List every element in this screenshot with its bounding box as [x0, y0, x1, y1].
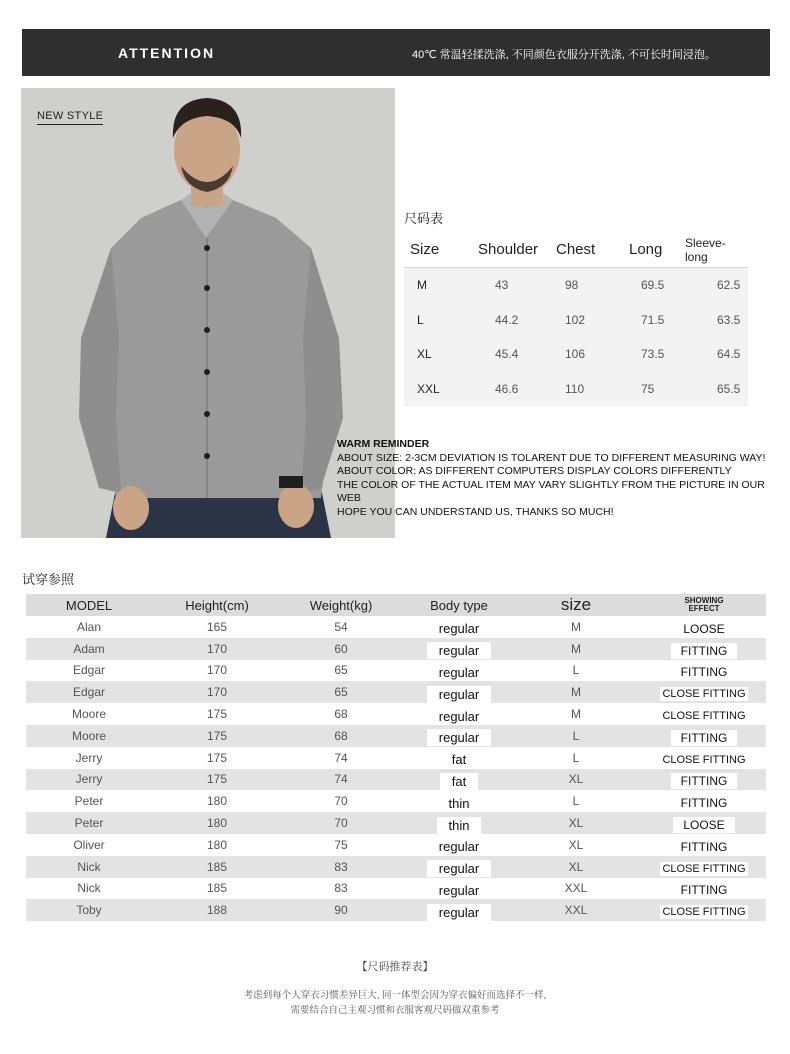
size-recommendation-note [0, 988, 790, 1018]
try-on-header [26, 594, 766, 616]
size-value-cell [518, 769, 634, 791]
model-name: Adam [73, 641, 105, 656]
height-value: 180 [206, 794, 228, 809]
body-type-value-cell [400, 638, 518, 660]
model-name: Oliver [73, 837, 105, 852]
size-value: XL [568, 772, 584, 787]
body-type-value-cell [400, 812, 518, 834]
size-chart-cell: 71.5 [641, 312, 665, 327]
size-value: M [571, 685, 581, 700]
size-header-long: Long [629, 241, 663, 258]
showing-effect-value-cell [634, 856, 774, 878]
height-value: 170 [206, 663, 228, 678]
size-header-shoulder: Shoulder [478, 241, 539, 258]
weight-value: 70 [334, 794, 348, 809]
try-on-row [26, 638, 766, 660]
size-value-cell [518, 878, 634, 900]
size-chart-cell: 46.6 [495, 381, 519, 396]
height-value: 185 [206, 859, 228, 874]
showing-effect-value: FITTING [671, 882, 738, 898]
size-value: XL [568, 816, 584, 831]
showing-effect-value-cell [634, 703, 774, 725]
model-name-cell [26, 856, 152, 878]
size-chart-row [404, 303, 748, 338]
size-value-cell [518, 703, 634, 725]
header-model: MODEL [65, 597, 113, 613]
body-type-value: regular [427, 882, 491, 899]
size-chart-cell: 64.5 [717, 347, 741, 362]
model-name-cell [26, 769, 152, 791]
model-name: Edgar [72, 685, 106, 700]
size-value-cell [518, 812, 634, 834]
size-chart-cell: 43 [495, 278, 509, 293]
height-value-cell [152, 834, 282, 856]
model-name-cell [26, 638, 152, 660]
size-chart-cell: L [417, 312, 424, 327]
weight-value-cell [282, 812, 400, 834]
model-name: Nick [77, 881, 101, 896]
size-chart-cell: M [417, 278, 427, 293]
showing-label: SHOWING [684, 596, 724, 605]
size-value-cell [518, 660, 634, 682]
body-type-value-cell [400, 878, 518, 900]
model-name-cell [26, 616, 152, 638]
model-name-cell [26, 834, 152, 856]
size-header-chest: Chest [556, 241, 596, 258]
showing-effect-value-cell [634, 878, 774, 900]
model-name: Moore [71, 707, 106, 722]
weight-value-cell [282, 703, 400, 725]
showing-effect-value: CLOSE FITTING [662, 710, 746, 723]
weight-value: 70 [334, 816, 348, 831]
size-chart-cell: 110 [565, 381, 585, 396]
size-value: L [572, 750, 580, 765]
size-value-cell [518, 747, 634, 769]
body-type-value-cell [400, 681, 518, 703]
try-on-row [26, 856, 766, 878]
size-chart-cell: 102 [565, 312, 586, 327]
weight-value: 60 [334, 641, 348, 656]
showing-effect-value: FITTING [671, 773, 738, 789]
body-type-value: regular [427, 729, 491, 746]
size-value-cell [518, 681, 634, 703]
try-on-row [26, 790, 766, 812]
size-chart-cell: 69.5 [641, 278, 665, 293]
size-chart-row [404, 337, 748, 372]
try-on-row [26, 725, 766, 747]
showing-effect-value-cell [634, 812, 774, 834]
size-chart-cell: 45.4 [495, 347, 519, 362]
try-on-row [26, 681, 766, 703]
size-value-cell [518, 638, 634, 660]
header-weight: Weight(kg) [309, 597, 373, 613]
body-type-value: fat [440, 773, 478, 790]
try-on-row [26, 899, 766, 921]
showing-effect-value: CLOSE FITTING [662, 906, 746, 919]
showing-effect-value: FITTING [671, 795, 738, 811]
size-chart-cell: 62.5 [717, 278, 741, 293]
header-height: Height(cm) [185, 597, 249, 613]
height-value: 165 [206, 619, 228, 634]
body-type-value-cell [400, 834, 518, 856]
weight-value: 65 [334, 663, 348, 678]
body-type-value: thin [437, 817, 482, 834]
showing-effect-value: FITTING [671, 664, 738, 680]
weight-value: 74 [334, 772, 348, 787]
body-type-value: regular [427, 860, 491, 877]
size-chart-table [404, 232, 748, 406]
size-value-cell [518, 856, 634, 878]
size-value: L [572, 728, 580, 743]
weight-value-cell [282, 616, 400, 638]
height-value-cell [152, 878, 282, 900]
height-value: 170 [206, 641, 228, 656]
size-header-sleeve-long: Sleeve-long [685, 235, 726, 264]
weight-value-cell [282, 899, 400, 921]
showing-effect-value: FITTING [671, 643, 738, 659]
effect-label: EFFECT [688, 604, 720, 613]
showing-effect-value-cell [634, 616, 774, 638]
model-name: Jerry [75, 772, 103, 787]
size-value-cell [518, 725, 634, 747]
try-on-row [26, 703, 766, 725]
size-value-cell [518, 834, 634, 856]
size-chart-row [404, 372, 748, 407]
body-type-value: regular [427, 708, 491, 725]
weight-value-cell [282, 856, 400, 878]
try-on-table [26, 594, 766, 921]
reminder-line: HOPE YOU CAN UNDERSTAND US, THANKS SO MUCH! [337, 505, 614, 518]
try-on-row [26, 812, 766, 834]
reminder-heading: WARM REMINDER [337, 438, 430, 450]
header-size: size [560, 595, 592, 614]
showing-effect-value: FITTING [671, 730, 738, 746]
height-value-cell [152, 681, 282, 703]
height-value: 180 [206, 816, 228, 831]
try-on-row [26, 769, 766, 791]
size-value: XL [568, 859, 584, 874]
size-value: XXL [564, 903, 588, 918]
showing-effect-value-cell [634, 769, 774, 791]
weight-value: 83 [334, 881, 348, 896]
body-type-value: regular [427, 838, 491, 855]
model-name: Peter [74, 794, 104, 809]
height-value-cell [152, 747, 282, 769]
body-type-value: regular [427, 686, 491, 703]
try-on-row [26, 878, 766, 900]
header-showing-effect [634, 594, 774, 616]
model-name-cell [26, 790, 152, 812]
body-type-value-cell [400, 747, 518, 769]
model-name: Moore [71, 728, 106, 743]
note-line: 需要结合自己主观习惯和衣服客观尺码做双重参考 [290, 1005, 500, 1016]
body-type-value-cell [400, 660, 518, 682]
height-value: 185 [206, 881, 228, 896]
showing-effect-value-cell [634, 747, 774, 769]
body-type-value-cell [400, 899, 518, 921]
body-type-value: thin [437, 795, 482, 812]
size-value: XL [568, 837, 584, 852]
showing-effect-value: FITTING [671, 839, 738, 855]
body-type-value-cell [400, 616, 518, 638]
body-type-value: regular [427, 904, 491, 921]
size-chart-cell: 63.5 [717, 312, 741, 327]
size-chart-cell: XXL [417, 381, 440, 396]
height-value: 175 [206, 772, 228, 787]
weight-value: 54 [334, 619, 348, 634]
size-chart-cell: 65.5 [717, 381, 741, 396]
model-name: Edgar [72, 663, 106, 678]
height-value: 180 [206, 837, 228, 852]
height-value: 170 [206, 685, 228, 700]
size-value: XXL [564, 881, 588, 896]
size-value-cell [518, 790, 634, 812]
body-type-value: regular [427, 642, 491, 659]
height-value-cell [152, 769, 282, 791]
model-name-cell [26, 747, 152, 769]
size-value: M [571, 619, 581, 634]
size-chart-cell: XL [417, 347, 432, 362]
weight-value-cell [282, 638, 400, 660]
warm-reminder [337, 438, 787, 519]
weight-value: 75 [334, 837, 348, 852]
weight-value: 74 [334, 750, 348, 765]
size-value: M [571, 707, 581, 722]
model-name: Alan [76, 619, 102, 634]
size-chart-title: 尺码表 [404, 211, 444, 226]
showing-effect-value-cell [634, 790, 774, 812]
note-line: 考虑到每个人穿衣习惯差异巨大, 同一体型会因为穿衣偏好而选择不一样, [243, 990, 547, 1001]
height-value-cell [152, 703, 282, 725]
try-on-row [26, 616, 766, 638]
size-value: L [572, 663, 580, 678]
body-type-value-cell [400, 856, 518, 878]
new-style-tag: NEW STYLE [37, 110, 103, 125]
model-name: Toby [76, 903, 102, 918]
weight-value-cell [282, 747, 400, 769]
banner-title: ATTENTION [118, 45, 216, 61]
weight-value-cell [282, 660, 400, 682]
size-recommendation-title: 【尺码推荐表】 [356, 961, 434, 973]
weight-value: 83 [334, 859, 348, 874]
size-chart-header [404, 232, 748, 268]
body-type-value-cell [400, 790, 518, 812]
height-value-cell [152, 812, 282, 834]
size-chart-row [404, 268, 748, 303]
size-chart-cell: 106 [565, 347, 586, 362]
weight-value: 90 [334, 903, 348, 918]
height-value: 175 [206, 728, 228, 743]
size-chart-cell: 75 [641, 381, 655, 396]
body-type-value: regular [427, 620, 491, 637]
weight-value-cell [282, 769, 400, 791]
reminder-line: ABOUT SIZE: 2-3CM DEVIATION IS TOLARENT DUE TO DIFFERENT MEASURING WAY! [337, 451, 766, 464]
weight-value-cell [282, 834, 400, 856]
height-value-cell [152, 790, 282, 812]
body-type-value-cell [400, 703, 518, 725]
model-name: Nick [77, 859, 101, 874]
size-header-size: Size [410, 241, 440, 258]
header-body-type: Body type [430, 597, 488, 613]
model-name: Peter [74, 816, 104, 831]
try-on-row [26, 834, 766, 856]
model-name-cell [26, 725, 152, 747]
showing-effect-value-cell [634, 834, 774, 856]
weight-value: 65 [334, 685, 348, 700]
model-name-cell [26, 703, 152, 725]
model-name-cell [26, 681, 152, 703]
height-value: 188 [206, 903, 228, 918]
model-name-cell [26, 660, 152, 682]
height-value-cell [152, 616, 282, 638]
showing-effect-value: CLOSE FITTING [662, 862, 746, 875]
size-chart-cell: 73.5 [641, 347, 665, 362]
height-value-cell [152, 899, 282, 921]
showing-effect-value-cell [634, 638, 774, 660]
showing-effect-value-cell [634, 660, 774, 682]
size-value: L [572, 794, 580, 809]
height-value-cell [152, 725, 282, 747]
reminder-line: ABOUT COLOR: AS DIFFERENT COMPUTERS DISPLAY COLORS DIFFERENTLY [337, 465, 732, 477]
weight-value-cell [282, 681, 400, 703]
size-chart-cell: 44.2 [495, 312, 519, 327]
model-name-cell [26, 899, 152, 921]
showing-effect-value-cell [634, 681, 774, 703]
showing-effect-value: LOOSE [673, 817, 734, 833]
height-value-cell [152, 638, 282, 660]
showing-effect-value: LOOSE [673, 621, 734, 637]
body-type-value: regular [427, 664, 491, 681]
size-value-cell [518, 616, 634, 638]
try-on-row [26, 660, 766, 682]
weight-value: 68 [334, 728, 348, 743]
height-value-cell [152, 856, 282, 878]
model-name: Jerry [75, 750, 103, 765]
showing-effect-value-cell [634, 725, 774, 747]
body-type-value-cell [400, 769, 518, 791]
model-name-cell [26, 878, 152, 900]
banner-care-note: 40℃ 常温轻揉洗涤, 不同颜色衣服分开洗涤, 不可长时间浸泡。 [412, 49, 716, 61]
height-value: 175 [206, 707, 228, 722]
weight-value: 68 [334, 707, 348, 722]
attention-banner [22, 29, 770, 76]
showing-effect-value: CLOSE FITTING [662, 688, 746, 701]
height-value-cell [152, 660, 282, 682]
weight-value-cell [282, 878, 400, 900]
size-chart-cell: 98 [565, 278, 579, 293]
size-value: M [571, 641, 581, 656]
body-type-value: fat [440, 751, 478, 768]
weight-value-cell [282, 790, 400, 812]
model-name-cell [26, 812, 152, 834]
try-on-row [26, 747, 766, 769]
try-on-title: 试穿参照 [22, 572, 75, 587]
showing-effect-value-cell [634, 899, 774, 921]
showing-effect-value: CLOSE FITTING [662, 753, 746, 766]
reminder-line: THE COLOR OF THE ACTUAL ITEM MAY VARY SLIGHTLY FROM THE PICTURE IN OUR WEB [337, 478, 765, 504]
weight-value-cell [282, 725, 400, 747]
body-type-value-cell [400, 725, 518, 747]
height-value: 175 [206, 750, 228, 765]
size-value-cell [518, 899, 634, 921]
